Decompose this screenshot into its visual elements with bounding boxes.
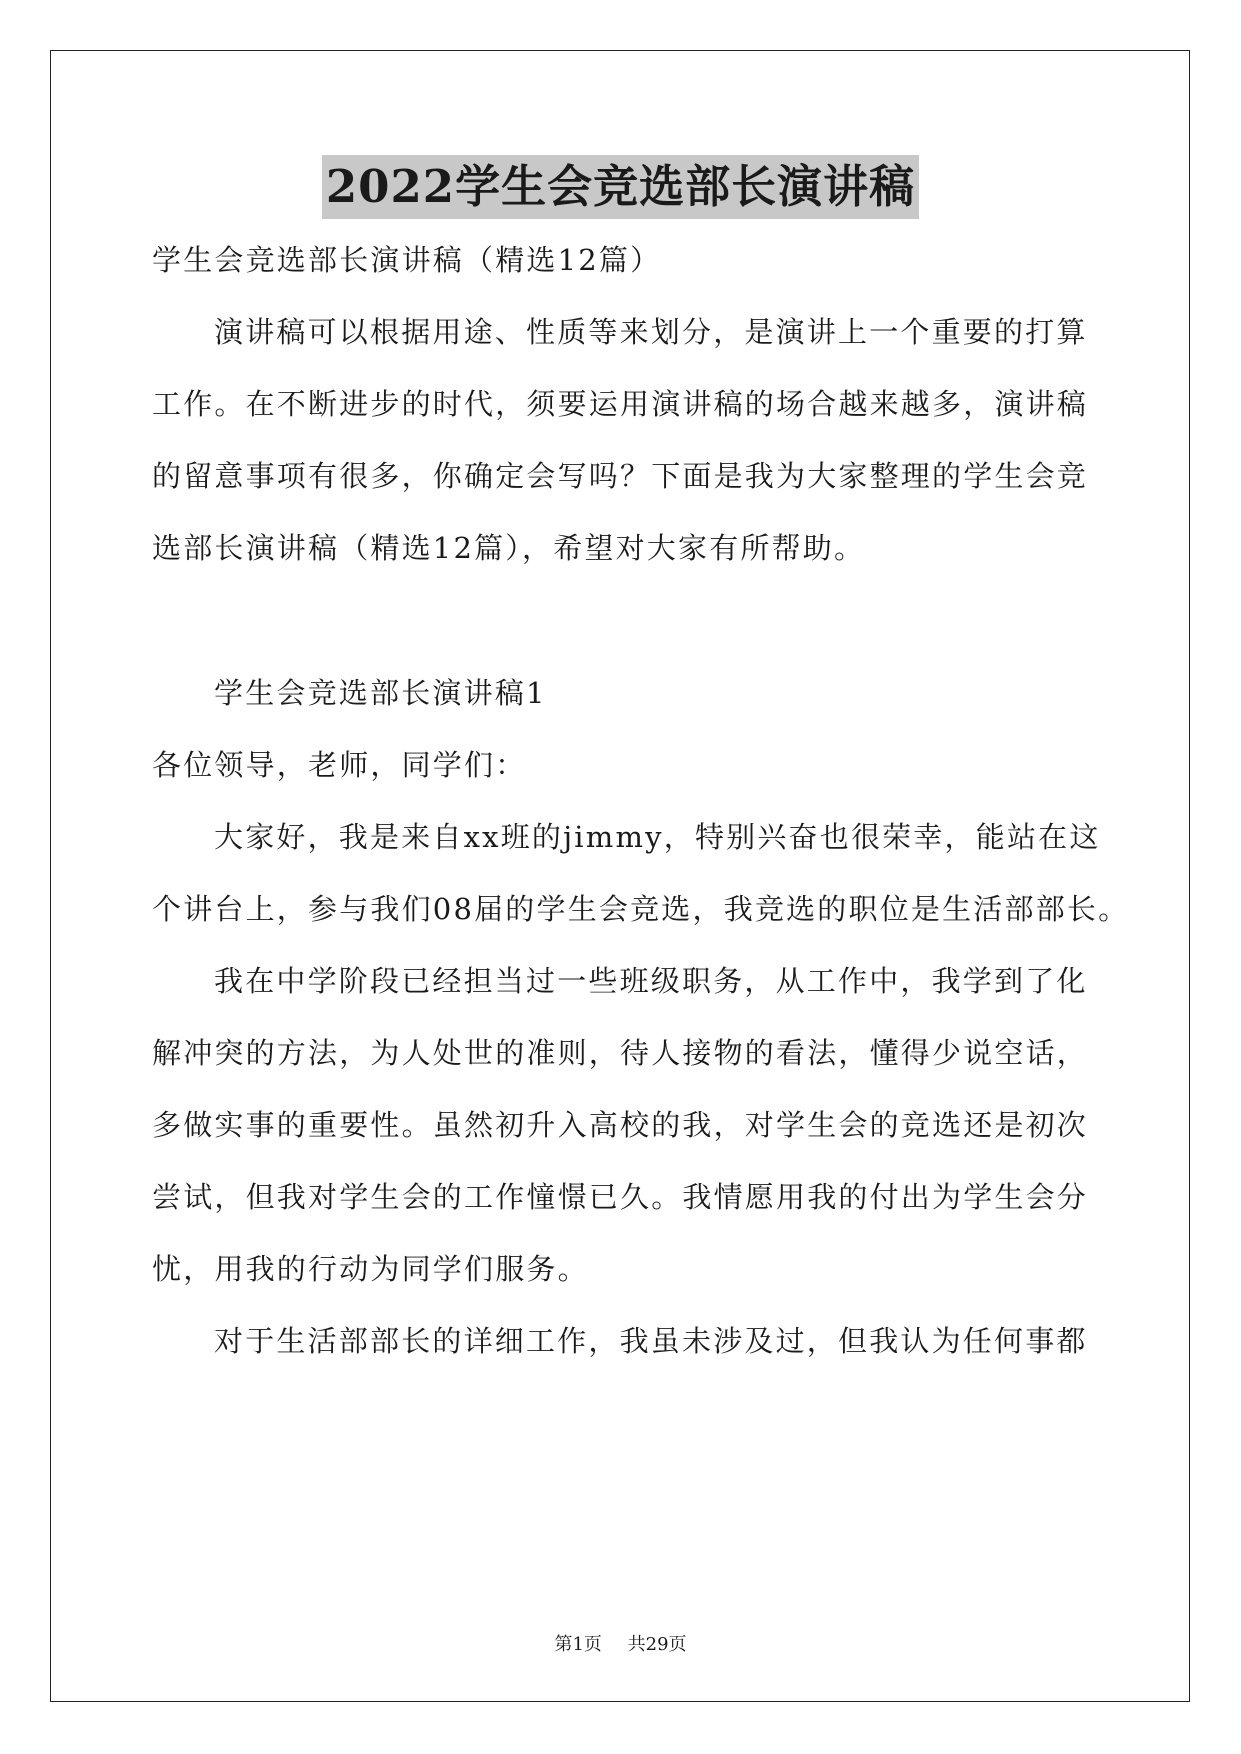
paragraph-line: 忧，用我的行动为同学们服务。 bbox=[152, 1252, 589, 1286]
paragraph-line: 个讲台上，参与我们08届的学生会竞选，我竞选的职位是生活部部长。 bbox=[152, 892, 1130, 926]
subtitle-line: 学生会竞选部长演讲稿（精选12篇） bbox=[152, 243, 662, 277]
paragraph-line: 解冲突的方法，为人处世的准则，待人接物的看法，懂得少说空话， bbox=[152, 1036, 1089, 1070]
document-title: 2022学生会竞选部长演讲稿 bbox=[322, 155, 919, 219]
paragraph-line: 我在中学阶段已经担当过一些班级职务，从工作中，我学到了化 bbox=[214, 964, 1088, 998]
paragraph-line: 尝试，但我对学生会的工作憧憬已久。我情愿用我的付出为学生会分 bbox=[152, 1180, 1089, 1214]
salutation-line: 各位领导，老师，同学们： bbox=[152, 748, 527, 782]
paragraph-line: 工作。在不断进步的时代，须要运用演讲稿的场合越来越多，演讲稿 bbox=[152, 387, 1089, 421]
section-heading: 学生会竞选部长演讲稿1 bbox=[214, 676, 547, 710]
paragraph-line: 对于生活部部长的详细工作，我虽未涉及过，但我认为任何事都 bbox=[214, 1324, 1088, 1358]
page-footer bbox=[0, 1630, 1241, 1656]
paragraph-line: 多做实事的重要性。虽然初升入高校的我，对学生会的竞选还是初次 bbox=[152, 1108, 1089, 1142]
paragraph-line: 的留意事项有很多，你确定会写吗？下面是我为大家整理的学生会竞 bbox=[152, 459, 1089, 493]
page-number: 第1页 bbox=[554, 1634, 602, 1655]
page-total: 共29页 bbox=[627, 1634, 687, 1655]
page-border bbox=[50, 50, 1190, 1702]
title-wrap bbox=[0, 155, 1241, 219]
paragraph-line: 演讲稿可以根据用途、性质等来划分，是演讲上一个重要的打算 bbox=[214, 315, 1088, 349]
paragraph-line: 选部长演讲稿（精选12篇），希望对大家有所帮助。 bbox=[152, 531, 866, 565]
paragraph-line: 大家好，我是来自xx班的jimmy，特别兴奋也很荣幸，能站在这 bbox=[214, 820, 1101, 854]
